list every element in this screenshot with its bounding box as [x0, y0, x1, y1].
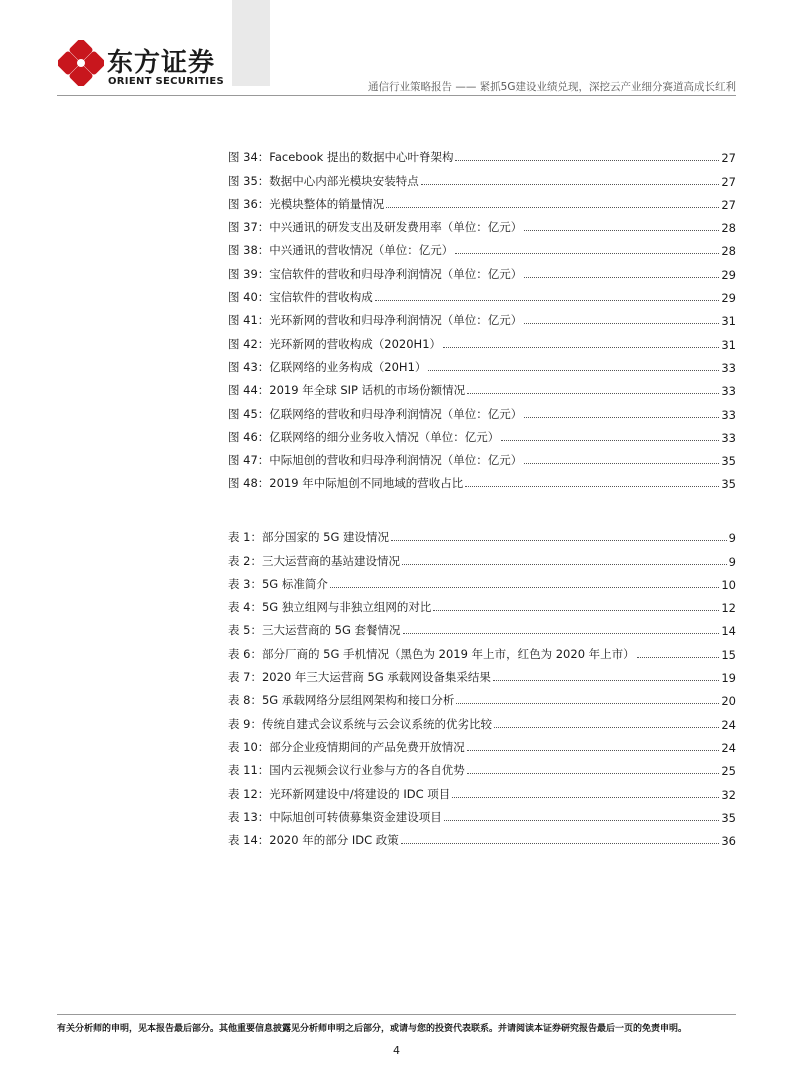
toc-entry-table-14[interactable]: [228, 825, 736, 848]
toc-leader: [524, 323, 719, 324]
logo-chinese-name: 东方证券: [107, 48, 216, 78]
toc-leader: [467, 393, 719, 394]
toc-page: 9: [728, 531, 736, 546]
toc-leader: [524, 230, 719, 231]
toc-entry-table-12[interactable]: [228, 778, 736, 801]
toc-entry-figure-46[interactable]: [228, 422, 736, 445]
toc-entry-table-8[interactable]: [228, 685, 736, 708]
toc-entry-figure-37[interactable]: [228, 212, 736, 235]
toc-label: 图 36：光模块整体的销量情况: [228, 196, 385, 211]
toc-page: 12: [721, 601, 736, 616]
toc-leader: [501, 440, 719, 441]
toc-label: 表 5：三大运营商的 5G 套餐情况: [228, 623, 401, 638]
toc-label: 表 1：部分国家的 5G 建设情况: [228, 530, 390, 545]
toc-leader: [386, 207, 719, 208]
toc-leader: [455, 160, 719, 161]
toc-label: 图 46：亿联网络的细分业务收入情况（单位：亿元）: [228, 429, 500, 444]
company-logo: [58, 40, 228, 92]
toc-entry-table-4[interactable]: [228, 592, 736, 615]
toc-page: 29: [721, 267, 736, 282]
toc-page: 27: [721, 151, 736, 166]
toc-entry-table-5[interactable]: [228, 615, 736, 638]
page-number: 4: [393, 1044, 400, 1057]
toc-entry-figure-35[interactable]: [228, 165, 736, 188]
toc-page: 24: [721, 740, 736, 755]
toc-page: 15: [721, 647, 736, 662]
toc-entry-table-3[interactable]: [228, 569, 736, 592]
toc-page: 19: [721, 671, 736, 686]
toc-page: 29: [721, 291, 736, 306]
toc-page: 32: [721, 787, 736, 802]
toc-page: 27: [721, 197, 736, 212]
toc-leader: [637, 657, 720, 658]
toc-page: 9: [728, 554, 736, 569]
toc-entry-table-7[interactable]: [228, 662, 736, 685]
toc-page: 33: [721, 407, 736, 422]
toc-entry-table-11[interactable]: [228, 755, 736, 778]
toc-entry-figure-34[interactable]: [228, 142, 736, 165]
toc-entry-figure-38[interactable]: [228, 235, 736, 258]
toc-page: 10: [721, 577, 736, 592]
toc-leader: [401, 843, 720, 844]
toc-label: 表 8：5G 承载网络分层组网架构和接口分析: [228, 693, 455, 708]
toc-page: 28: [721, 221, 736, 236]
toc-page: 24: [721, 717, 736, 732]
toc-entry-figure-48[interactable]: [228, 468, 736, 491]
toc-page: 36: [721, 834, 736, 849]
report-title: 通信行业策略报告 —— 紧抓5G建设业绩兑现，深挖云产业细分赛道高成长红利: [368, 81, 736, 93]
toc-leader: [524, 277, 719, 278]
toc-entry-figure-41[interactable]: [228, 305, 736, 328]
toc-label: 图 34：Facebook 提出的数据中心叶脊架构: [228, 150, 454, 165]
toc-page: 35: [721, 810, 736, 825]
logo-english-name: ORIENT SECURITIES: [108, 76, 225, 87]
toc-label: 图 41：光环新网的营收和归母净利润情况（单位：亿元）: [228, 313, 523, 328]
toc-page: 33: [721, 360, 736, 375]
toc-leader: [467, 750, 720, 751]
toc-leader: [402, 564, 727, 565]
toc-label: 表 14：2020 年的部分 IDC 政策: [228, 833, 399, 848]
toc-page: 33: [721, 430, 736, 445]
toc-label: 图 45：亿联网络的营收和归母净利润情况（单位：亿元）: [228, 406, 523, 421]
toc-page: 28: [721, 244, 736, 259]
toc-entry-figure-36[interactable]: [228, 189, 736, 212]
toc-label: 图 39：宝信软件的营收和归母净利润情况（单位：亿元）: [228, 266, 523, 281]
toc-label: 表 4：5G 独立组网与非独立组网的对比: [228, 600, 432, 615]
toc-label: 表 10：部分企业疫情期间的产品免费开放情况: [228, 739, 465, 754]
toc-page: 25: [721, 764, 736, 779]
toc-leader: [452, 797, 719, 798]
toc-leader: [456, 703, 719, 704]
toc-leader: [444, 820, 720, 821]
header-divider: [57, 95, 736, 96]
toc-page: 35: [721, 477, 736, 492]
toc-entry-table-10[interactable]: [228, 732, 736, 755]
toc-label: 表 7：2020 年三大运营商 5G 承载网设备集采结果: [228, 670, 491, 685]
toc-entry-figure-45[interactable]: [228, 398, 736, 421]
footer-divider: [57, 1014, 736, 1015]
toc-leader: [443, 347, 719, 348]
toc-leader: [330, 587, 720, 588]
toc-entry-table-1[interactable]: [228, 522, 736, 545]
header-gray-band: [232, 0, 270, 86]
toc-leader: [403, 633, 720, 634]
toc-leader: [465, 486, 719, 487]
table-list: [228, 522, 736, 848]
orient-logo-icon: [58, 40, 104, 86]
toc-label: 表 9：传统自建式会议系统与云会议系统的优劣比较: [228, 716, 492, 731]
toc-label: 图 38：中兴通讯的营收情况（单位：亿元）: [228, 243, 454, 258]
toc-label: 图 43：亿联网络的业务构成（20H1）: [228, 359, 427, 374]
toc-label: 图 35：数据中心内部光模块安装特点: [228, 173, 419, 188]
toc-label: 表 6：部分厂商的 5G 手机情况（黑色为 2019 年上市，红色为 2020 年上市）: [228, 646, 635, 661]
toc-leader: [493, 680, 719, 681]
toc-entry-figure-40[interactable]: [228, 282, 736, 305]
toc-entry-figure-43[interactable]: [228, 352, 736, 375]
toc-leader: [467, 773, 720, 774]
toc-entry-figure-39[interactable]: [228, 258, 736, 281]
toc-page: 33: [721, 384, 736, 399]
toc-leader: [455, 253, 719, 254]
toc-leader: [524, 463, 719, 464]
toc-page: 14: [721, 624, 736, 639]
footer-disclaimer: 有关分析师的申明，见本报告最后部分。其他重要信息披露见分析师申明之后部分，或请与您的投资代表联系。并请阅读本证券研究报告最后一页的免责申明。: [57, 1024, 688, 1034]
toc-leader: [375, 300, 720, 301]
toc-label: 图 40：宝信软件的营收构成: [228, 290, 373, 305]
toc-page: 31: [721, 314, 736, 329]
toc-label: 图 44：2019 年全球 SIP 话机的市场份额情况: [228, 383, 466, 398]
toc-label: 表 11：国内云视频会议行业参与方的各自优势: [228, 763, 465, 778]
toc-leader: [433, 610, 719, 611]
toc-label: 表 12：光环新网建设中/将建设的 IDC 项目: [228, 786, 451, 801]
toc-entry-table-9[interactable]: [228, 708, 736, 731]
toc-entry-table-6[interactable]: [228, 638, 736, 661]
toc-label: 图 47：中际旭创的营收和归母净利润情况（单位：亿元）: [228, 453, 523, 468]
toc-page: 35: [721, 454, 736, 469]
toc-leader: [524, 417, 719, 418]
toc-entry-figure-47[interactable]: [228, 445, 736, 468]
toc-label: 表 2：三大运营商的基站建设情况: [228, 553, 400, 568]
toc-page: 31: [721, 337, 736, 352]
toc-leader: [428, 370, 719, 371]
toc-page: 27: [721, 174, 736, 189]
toc-label: 图 37：中兴通讯的研发支出及研发费用率（单位：亿元）: [228, 220, 523, 235]
toc-leader: [421, 184, 720, 185]
toc-leader: [391, 540, 727, 541]
toc-leader: [494, 727, 719, 728]
toc-entry-table-13[interactable]: [228, 802, 736, 825]
toc-entry-figure-42[interactable]: [228, 328, 736, 351]
toc-page: 20: [721, 694, 736, 709]
toc-entry-figure-44[interactable]: [228, 375, 736, 398]
toc-label: 表 13：中际旭创可转债募集资金建设项目: [228, 809, 442, 824]
toc-entry-table-2[interactable]: [228, 545, 736, 568]
toc-label: 图 48：2019 年中际旭创不同地域的营收占比: [228, 476, 464, 491]
toc-label: 图 42：光环新网的营收构成（2020H1）: [228, 336, 442, 351]
figure-list: [228, 142, 736, 491]
toc-label: 表 3：5G 标准简介: [228, 576, 328, 591]
